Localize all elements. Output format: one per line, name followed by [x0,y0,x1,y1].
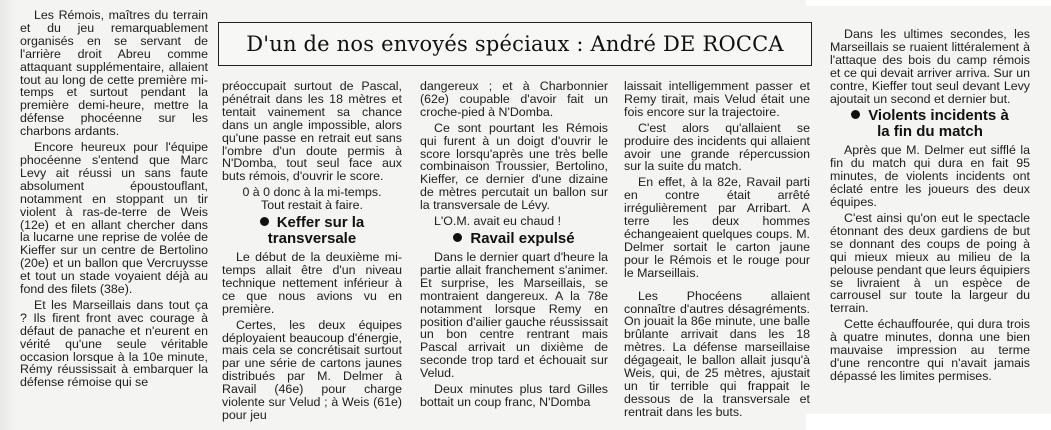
article-column-4 [624,80,810,422]
byline-box [218,22,812,66]
paragraph: Dans les ultimes secondes, les Marseillais se ruaient littéralement à l'attaque des bois du camp rémois et ce qui devait arriver arriva. Sur un contre, Kieffer tout seul devant Levy ajoutait un second et dernier but. [830,27,1030,106]
bullet-icon [453,233,462,242]
paragraph: Deux minutes plus tard Gilles bottait un coup franc, N'Domba [420,382,608,409]
bullet-icon [851,110,860,119]
article-column-3 [420,80,608,412]
bullet-icon [260,217,269,226]
paragraph: Les Rémois, maîtres du terrain et du jeu remarquablement organisés en se servant de l'arrière droit Abreu comme attaquant supplémentaire, allaient tout au long de cette première mi-temps et surtout pendant la première demi-heure, mettre la défense phocéenne sur les charbons ardants. [20,8,208,139]
paragraph: C'est ainsi qu'on eut le spectacle étonnant des deux gardiens de but se donnant des coups de poing à qui mieux mieux au milieu de la pelouse pendant que leurs équipiers se livraient à un espèce de carrousel sur toute la largeur du terrain. [830,210,1030,316]
subheading-keffer: Keffer sur la transversale [222,215,402,247]
paragraph: préoccupait surtout de Pascal, pénétrait dans les 18 mètres et tentait vainement sa chance dans un angle impossible, alors qu'une passe en retrait eut sans l'ombre d'un doute permis à N'Domba, tout seul face aux buts rémois, d'ouvrir le score. [222,79,402,184]
paragraph: laissait intelligemment passer et Remy tirait, mais Velud était une fois encore sur la trajectoire. [624,79,810,119]
paragraph: Le début de la deuxième mi-temps allait être d'un niveau technique nettement inférieur à ce que nous avions vu en première. [222,250,402,316]
article-column-5 [830,28,1030,386]
paragraph: Après que M. Delmer eut sifflé la fin du match qui dura en fait 95 minutes, de violents incidents ont éclaté entre les joueurs des deux équipes. [830,143,1030,210]
paragraph: Tout restait à faire. [261,198,363,213]
paragraph: L'O.M. avait eu chaud ! [434,214,562,229]
scan-shadow [0,0,16,430]
paragraph: 0 à 0 donc à la mi-temps. [242,185,382,200]
paragraph: Certes, les deux équipes déployaient beaucoup d'énergie, mais cela se concrétisait surtout par une série de cartons jaunes distribués par M. Delmer à Ravail (46e) pour charge violente sur Velud ; à Weis (61e) pour jeu [222,317,402,422]
paper-margin [806,414,1051,430]
article-column-1 [20,9,208,392]
paragraph: Cette échauffourée, qui dura trois à quatre minutes, donna une bien mauvaise impression au terme d'une rencontre qui n'avait jamais dépassé les limites permises. [830,317,1030,383]
paper-margin [806,0,1051,6]
paragraph: Dans le dernier quart d'heure la partie allait franchement s'animer. Et surprise, les Marseillais, se montraient dangereux. A la 78e notamment lorsque Remy en position d'ailier gauche réussissait un bon centre rentrant mais Pascal arrivait un dixième de seconde trop tard et échouait sur Velud. [420,249,608,381]
subheading-ravail: Ravail expulsé [420,231,608,247]
paragraph: En effet, à la 82e, Ravail parti en contre était arrêté irrégulièrement par Arribart. A terre les deux hommes échangeaient quelques coups. M. Delmer sortait le carton jaune pour le Rémois et le rouge pour le Marseillais. [624,175,810,280]
paragraph: Ce sont pourtant les Rémois qui furent à un doigt d'ouvrir le score lorsqu'après une très belle combinaison Troussier, Bertolino, Kieffer, ce dernier d'une dizaine de mètres percutait un ballon sur la transversale de Lévy. [420,120,608,213]
paragraph: dangereux ; et à Charbonnier (62e) coupable d'avoir fait un croche-pied à N'Domba. [420,79,608,119]
subheading-incidents: Violents incidents à la fin du match [830,108,1030,140]
paragraph: Et les Marseillais dans tout ça ? Ils firent front avec courage à défaut de panache et n'eurent en vérité qu'une seule véritable occasion lorsque à la 10e minute, Rémy réussissait à embarquer la défense rémoise qui se [20,297,208,390]
paragraph: Les Phocéens allaient connaître d'autres désagréments. On jouait la 86e minute, une balle brûlante arrivait dans les 18 mètres. La défense marseillaise dégageait, le ballon allait jusqu'à Weis, qui, de 25 mètres, ajustait un tir terrible qui frappait le dessous de la transversale et rentrait dans les buts. [624,288,810,419]
paragraph: Encore heureux pour l'équipe phocéenne s'entend que Marc Levy ait réussi un sans faute absolument époustouflant, notamment en stoppant un tir violent à ras-de-terre de Weis (12e) et en allant chercher dans la lucarne une reprise de volée de Kieffer sur un centre de Bertolino (20e) et un ballon que Vercruysse et tout un stade voyaient déjà au fond des filets (38e). [20,140,208,297]
byline: D'un de nos envoyés spéciaux : André DE ROCCA [246,32,784,56]
article-column-2 [222,80,402,425]
paragraph: C'est alors qu'allaient se produire des incidents qui allaient avoir une grande répercussion sur la suite du match. [624,120,810,174]
